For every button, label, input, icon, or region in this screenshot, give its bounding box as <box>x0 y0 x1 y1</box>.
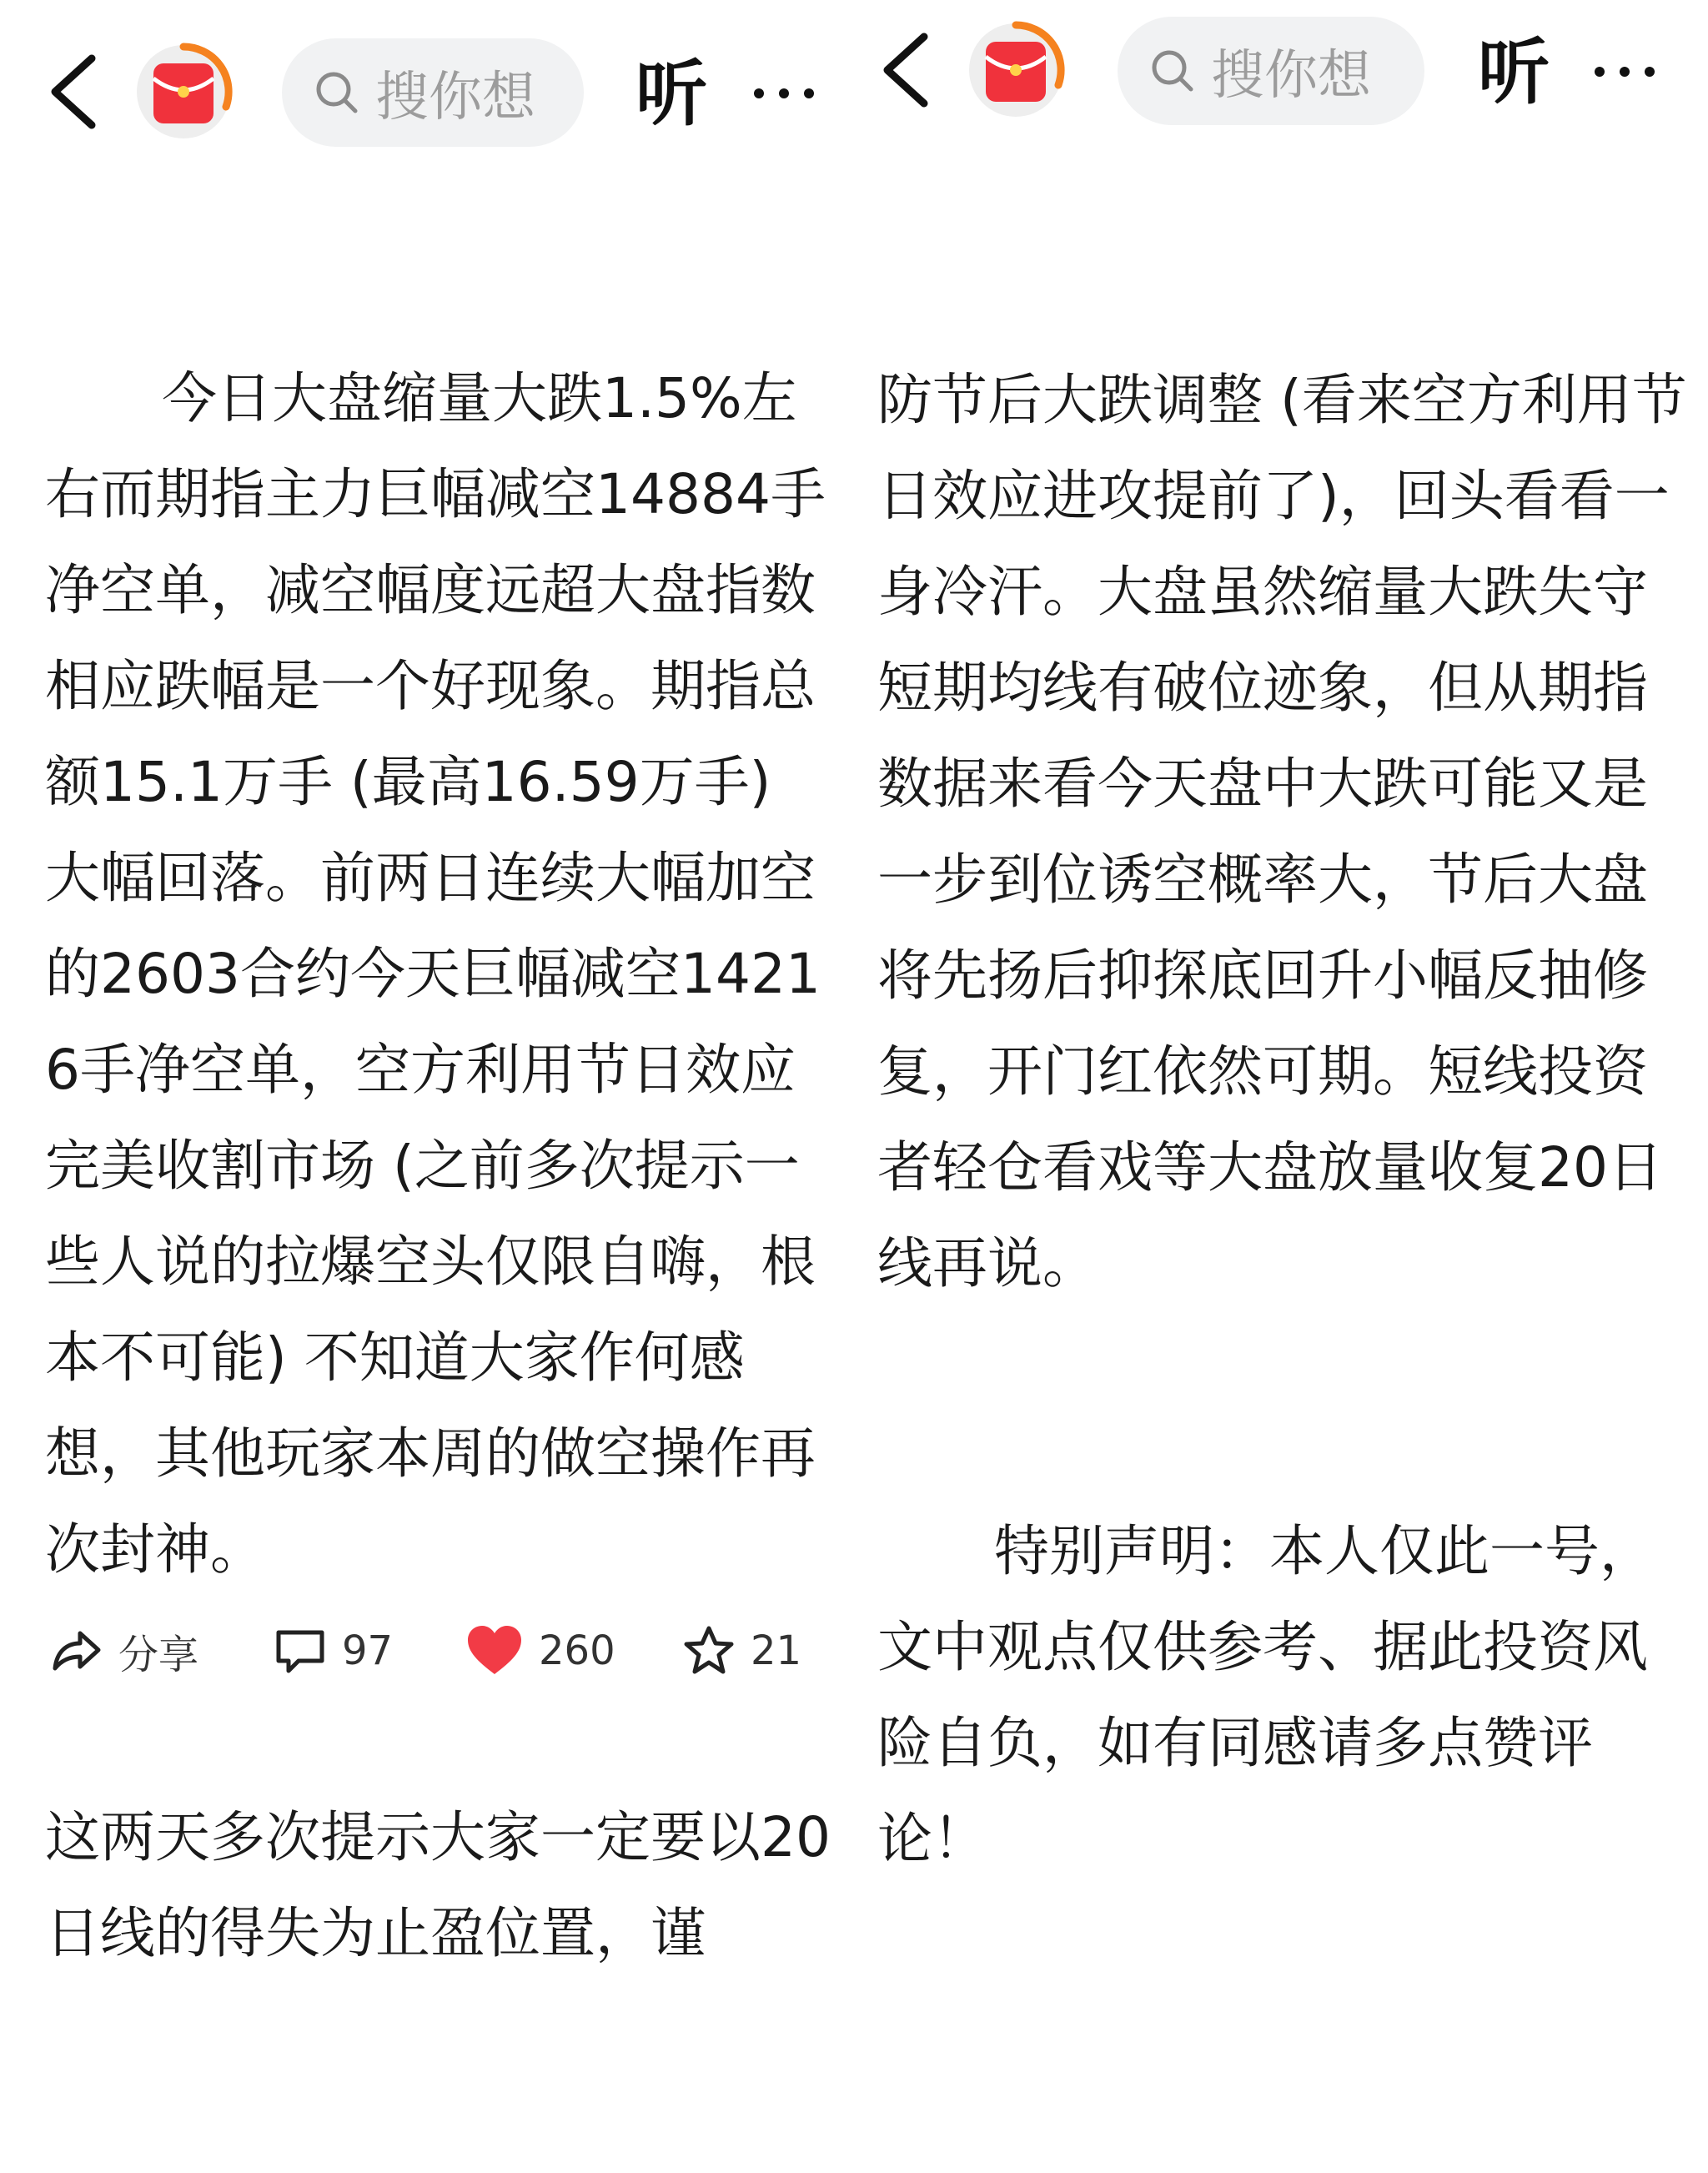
search-icon <box>1149 48 1196 94</box>
more-button[interactable] <box>749 60 819 127</box>
back-button[interactable] <box>43 47 103 137</box>
star-icon <box>682 1624 736 1678</box>
disclaimer-paragraph: 特别声明：本人仅此一号，文中观点仅供参考、据此投资风险自负，如有同感请多点赞评论！ <box>877 1519 1655 1871</box>
more-horizontal-icon <box>1590 38 1660 105</box>
action-bar <box>0 1606 851 1698</box>
red-envelope-avatar-icon <box>966 20 1066 120</box>
search-placeholder: 搜你想 <box>375 67 535 128</box>
listen-button[interactable]: 听 <box>1478 31 1550 114</box>
chevron-left-icon <box>876 25 936 115</box>
search-box[interactable] <box>282 38 584 147</box>
share-label: 分享 <box>118 1631 199 1678</box>
favorite-button[interactable] <box>682 1617 801 1684</box>
red-envelope-avatar-icon <box>133 42 234 142</box>
article-paragraph: 防节后大跌调整 (看来空方利用节日效应进攻提前了)，回头看看一身冷汗。大盘虽然缩量大跌失守短期均线有破位迹象，但从期指数据来看今天盘中大跌可能又是一步到位诱空概率大，节后大盘将先扬后抑探底回升小幅反抽修复，开门红依然可期。短线投资者轻仓看戏等大盘放量收复20日线再说。 <box>877 368 1687 1295</box>
comment-count: 97 <box>342 1627 394 1674</box>
search-icon <box>314 69 360 116</box>
search-placeholder: 搜你想 <box>1211 45 1371 107</box>
chevron-left-icon <box>43 47 103 137</box>
more-horizontal-icon <box>749 60 819 127</box>
favorite-count: 21 <box>751 1627 802 1674</box>
listen-button[interactable]: 听 <box>635 53 707 136</box>
search-box[interactable] <box>1118 17 1424 125</box>
more-button[interactable] <box>1590 38 1660 105</box>
back-button[interactable] <box>876 25 936 115</box>
heart-icon <box>465 1624 524 1678</box>
comment-icon <box>274 1624 327 1678</box>
article-paragraph: 今日大盘缩量大跌1.5%左右而期指主力巨幅减空14884手净空单，减空幅度远超大盘指数相应跌幅是一个好现象。期指总额15.1万手 (最高16.59万手) 大幅回落。前两日连续大幅加空的2603合约今天巨幅减空14216手净空单，空方利用节日效应完美收割市场 (之前多次提示一些人说的拉爆空头仅限自嗨，根本不可能) 不知道大家作何感想，其他玩家本周的做空操作再次封神。 <box>45 366 826 1582</box>
top-bar <box>0 0 851 167</box>
share-icon <box>48 1623 103 1678</box>
account-avatar[interactable] <box>133 42 234 142</box>
like-count: 260 <box>539 1627 615 1674</box>
right-screenshot-panel <box>851 0 1708 1871</box>
top-bar <box>851 0 1708 167</box>
comment-button[interactable] <box>274 1617 393 1684</box>
share-button[interactable] <box>48 1617 198 1684</box>
account-avatar[interactable] <box>966 20 1066 120</box>
article-paragraph: 这两天多次提示大家一定要以20日线的得失为止盈位置，谨 <box>45 1805 831 1965</box>
article-body <box>877 160 1695 2079</box>
like-button[interactable] <box>465 1617 615 1684</box>
left-screenshot-panel <box>0 0 851 1965</box>
